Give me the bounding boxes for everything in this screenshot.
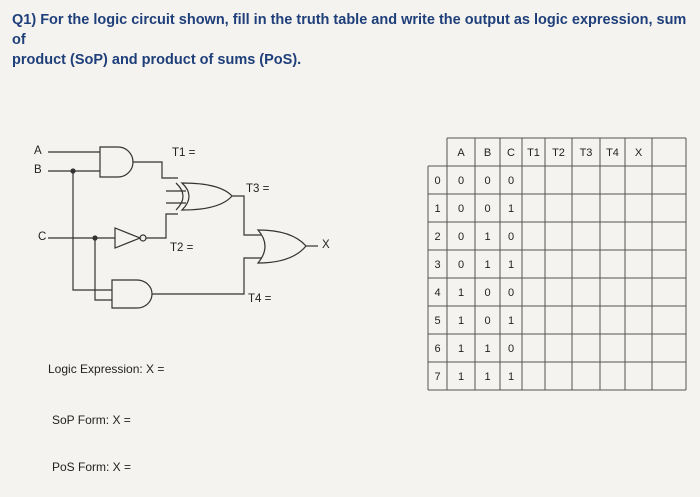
label-t3: T3 =	[246, 183, 270, 195]
header-x: X	[634, 147, 643, 159]
cell-b: 0	[484, 315, 491, 327]
row-index: 5	[434, 315, 441, 327]
header-t1: T1	[527, 147, 540, 159]
label-t1: T1 =	[172, 147, 196, 159]
cell-b: 1	[484, 259, 491, 271]
row-index: 7	[434, 371, 441, 383]
cell-a: 1	[457, 343, 465, 355]
header-t2: T2	[552, 147, 565, 159]
cell-c: 0	[507, 343, 515, 355]
cell-b: 0	[484, 203, 491, 215]
cell-c: 1	[507, 371, 515, 383]
row-index: 0	[434, 175, 441, 187]
cell-b: 1	[484, 343, 491, 355]
label-input-b: B	[34, 164, 42, 176]
pos-form-label: PoS Form: X =	[52, 460, 132, 474]
row-index: 3	[434, 259, 441, 271]
label-input-c: C	[38, 231, 47, 243]
cell-a: 1	[457, 315, 465, 327]
header-c: C	[507, 147, 515, 159]
label-output-x: X	[322, 239, 330, 251]
cell-c: 0	[507, 231, 515, 243]
cell-a: 0	[457, 203, 465, 215]
row-index: 2	[434, 231, 441, 243]
cell-a: 1	[457, 287, 465, 299]
logic-expression-label: Logic Expression: X =	[48, 362, 165, 376]
cell-c: 1	[507, 315, 515, 327]
cell-c: 0	[507, 175, 515, 187]
cell-b: 0	[484, 287, 491, 299]
cell-b: 1	[484, 231, 491, 243]
sop-form-label: SoP Form: X =	[52, 413, 131, 427]
cell-b: 0	[484, 175, 491, 187]
cell-b: 1	[484, 371, 491, 383]
label-t4: T4 =	[248, 293, 272, 305]
cell-c: 1	[507, 259, 515, 271]
cell-c: 0	[507, 287, 515, 299]
row-index: 1	[434, 203, 441, 215]
row-index: 6	[434, 343, 441, 355]
label-input-a: A	[34, 145, 42, 157]
header-a: A	[457, 147, 465, 159]
cell-c: 1	[507, 203, 515, 215]
question-line-2: product (SoP) and product of sums (PoS).	[12, 52, 302, 68]
question-line-1: Q1) For the logic circuit shown, fill in the truth table and write the output as logic expression, sum of	[12, 12, 687, 48]
header-b: B	[483, 147, 492, 159]
cell-a: 1	[457, 371, 465, 383]
label-t2: T2 =	[170, 242, 194, 254]
row-index: 4	[434, 287, 441, 299]
header-t4: T4	[606, 147, 619, 159]
cell-a: 0	[457, 259, 465, 271]
cell-a: 0	[457, 231, 465, 243]
cell-a: 0	[457, 175, 465, 187]
header-t3: T3	[579, 147, 593, 159]
